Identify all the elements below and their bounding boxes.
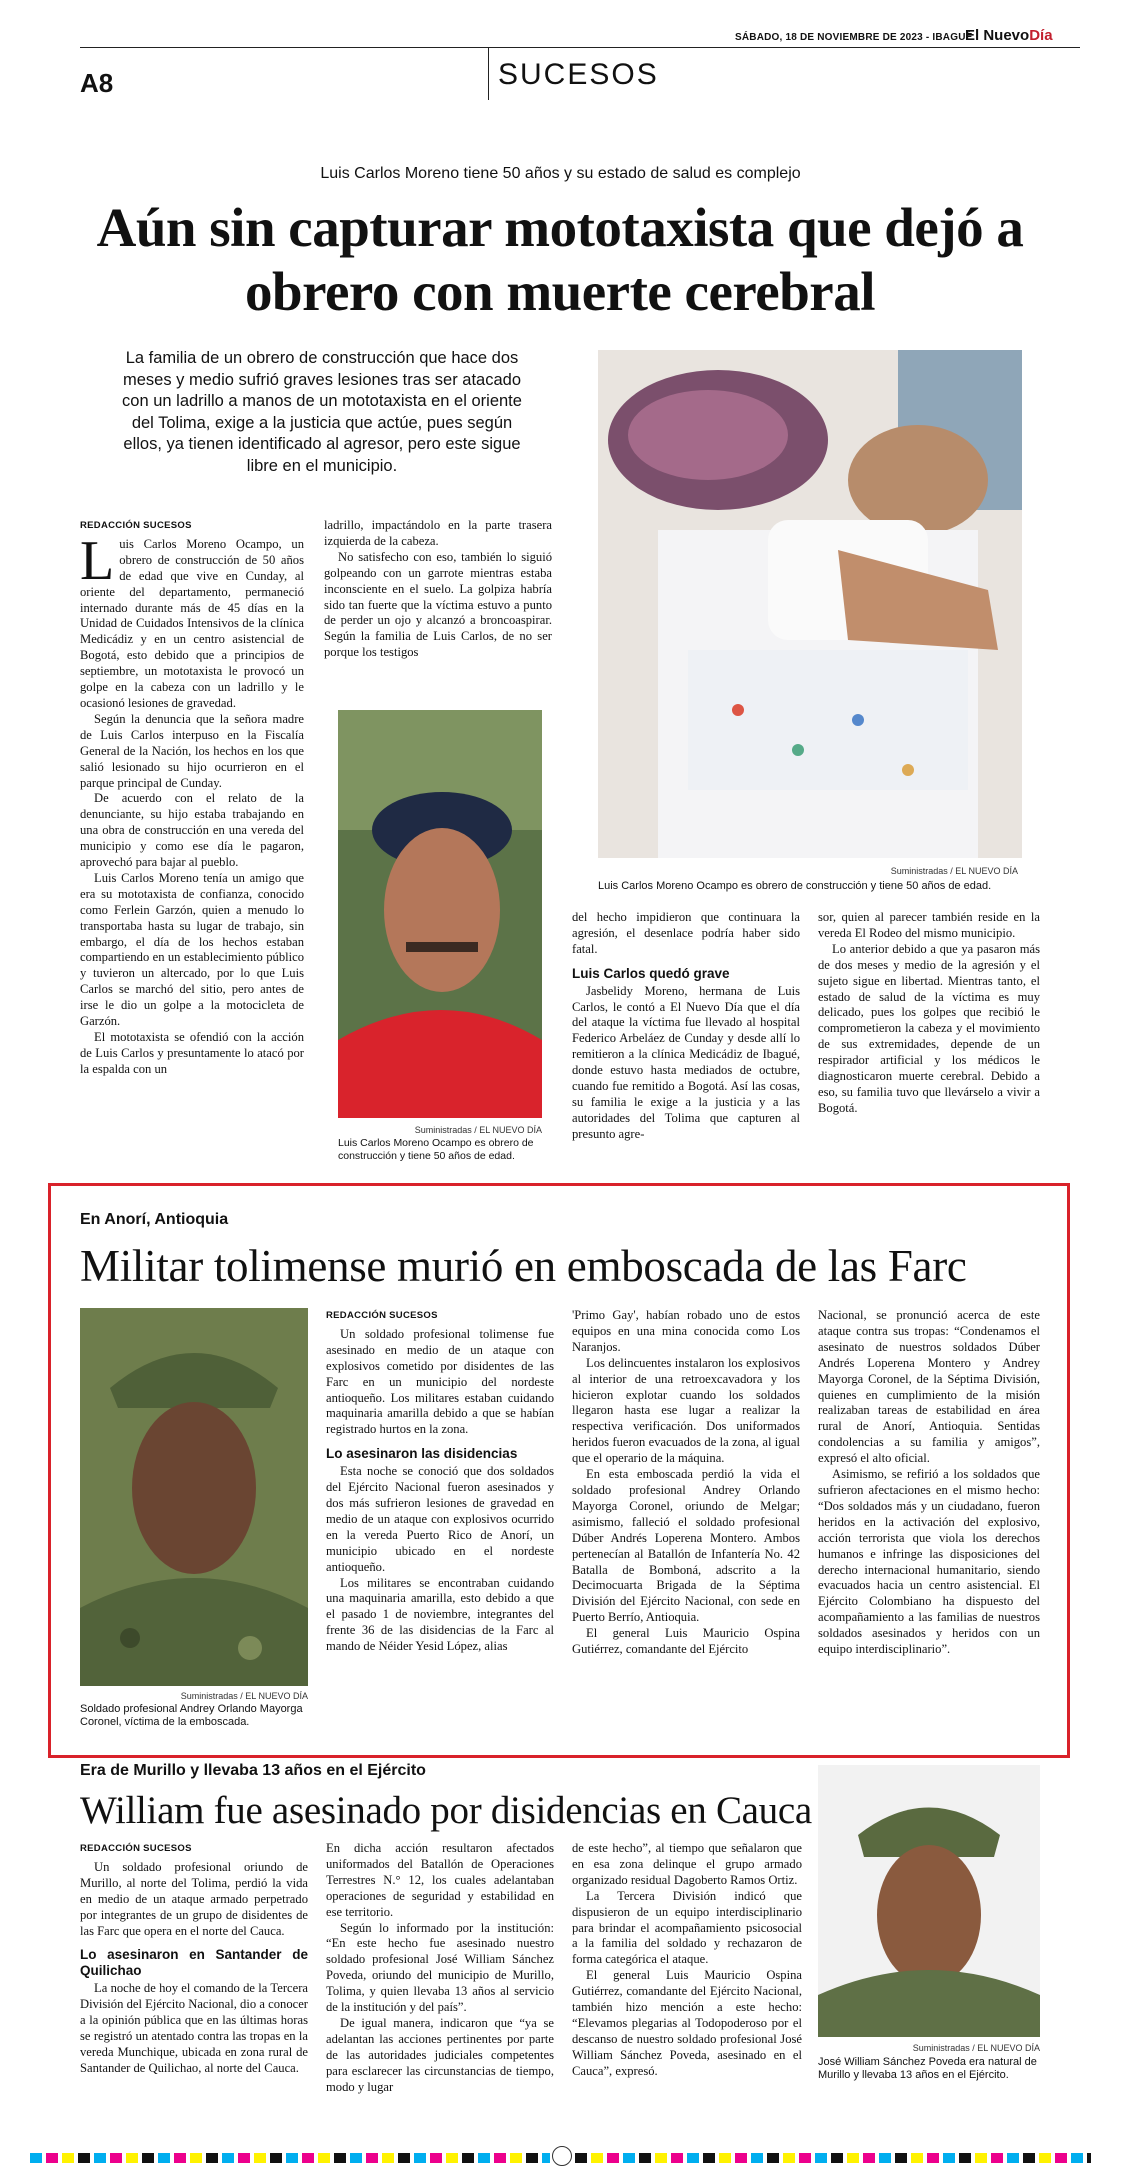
story1-lead: La familia de un obrero de construcción que hace dos meses y medio sufrió graves lesiones tras ser atacado con un ladrillo a manos de un mototaxista en el oriente del Tolima, exige a la justicia que actúe, pues según ellos, ya tienen identificado al agresor, pero este sigue libre en el municipio. (122, 349, 522, 475)
story1-paragraph (80, 529, 304, 712)
story2-paragraph: Un soldado profesional tolimense fue asesinado en medio de un ataque con explosivos cometido por disidentes de las Farc en un municipio del nordeste antioqueño. Los militares estaban cuidando maquinaria amarilla debido a que se habían registrado hurtos en la zona. (326, 1326, 554, 1437)
registration-mark-icon (552, 2146, 572, 2166)
story2-paragraph: 'Primo Gay', habían robado uno de estos equipos en una mina conocida como Los Naranjos. (572, 1308, 800, 1354)
story1-byline: REDACCIÓN SUCESOS (80, 520, 192, 531)
story1-col1 (80, 518, 304, 1078)
masthead-rule (80, 47, 1080, 48)
brand-dia: Día (1029, 27, 1053, 44)
story3-paragraph: La noche de hoy el comando de la Tercera División del Ejército Nacional, dio a conocer a la opinión pública que en las últimas horas se registró un atentado contra las tropas en la vereda Munchique, ubicada en zona rural de Santander de Quilichao, al norte del Cauca. (80, 1981, 308, 2075)
story1-paragraph: sor, quien al parecer también reside en la vereda El Rodeo del mismo municipio. (818, 910, 1040, 940)
story2-photo-caption: Soldado profesional Andrey Orlando Mayorga Coronel, víctima de la emboscada. (80, 1703, 303, 1728)
story1-headline: Aún sin capturar mototaxista que dejó a obrero con muerte cerebral (96, 197, 1024, 322)
story1-dropcap: L (80, 529, 115, 592)
story3-photo (818, 1765, 1040, 2037)
story1-photo-small-credit: Suministradas / EL NUEVO DÍA (414, 1125, 542, 1135)
story3-col1 (80, 1841, 308, 2077)
story3-paragraph: Un soldado profesional oriundo de Murillo, al norte del Tolima, perdió la vida en medio de un ataque armado perpetrado por integrantes de un grupo de disidentes de las Farc que opera en el norte del Cauca. (80, 1859, 308, 1938)
story3-paragraph: Según lo informado por la institución: “En este hecho fue asesinado nuestro soldado profesional José William Sánchez Poveda, oriundo del municipio de Murillo, Tolima, y quien llevaba 13 años al servicio de la institución y del país”. (326, 1920, 554, 2015)
story1-subhead: Luis Carlos quedó grave (572, 965, 730, 981)
story1-col3 (572, 910, 800, 1143)
story2-byline: REDACCIÓN SUCESOS (326, 1310, 438, 1321)
story1-paragraph: Luis Carlos Moreno tenía un amigo que era su mototaxista de confianza, conocido como Ferlein Garzón, quien a menudo lo transportaba hasta su lugar de trabajo, sin embargo, el día de los hechos estaban compartiendo en un establecimiento público y tuvieron un altercado, por lo que Luis Carlos se marchó del sitio, pero antes de irse le dio un golpe a la motocicleta de Garzón. (80, 870, 304, 1029)
story1-paragraph: De acuerdo con el relato de la denunciante, su hijo estaba trabajando en una obra de construcción en una vereda del municipio y como ese día le pagaron, aprovechó para bajar al pueblo. (80, 791, 304, 870)
story3-byline: REDACCIÓN SUCESOS (80, 1843, 192, 1854)
story1-paragraph: ladrillo, impactándolo en la parte trasera izquierda de la cabeza. (324, 518, 552, 548)
story3-paragraph: El general Luis Mauricio Ospina Gutiérrez, comandante del Ejército Nacional, también hizo mención a este hecho: “Elevamos plegarias al Todopoderoso por el descanso de nuestro soldado profesional José William Sánchez Poveda, asesinado en el Cauca”, expresó. (572, 1968, 802, 2078)
story1-paragraph: del hecho impidieron que continuara la agresión, el desenlace podría haber sido fatal. (572, 910, 800, 956)
story3-subhead: Lo asesinaron en Santander de Quilichao (80, 1947, 308, 1979)
story2-paragraph: Asimismo, se refirió a los soldados que sufrieron afectaciones en el mismo hecho: “Dos soldados más y un ciudadano, fueron heridos en la activación del explosivo, acción terrorista que viola los derechos humanos e infringe las disposiciones del derecho internacional humanitario, siendo evacuados hacia un centro asistencial. El Ejército Colombiano ha dispuesto del acompañamiento a las familias de nuestros soldados asesinados y heridos con un equipo interdisciplinario”. (818, 1467, 1040, 1657)
story3-paragraph: En dicha acción resultaron afectados uniformados del Batallón de Operaciones Terrestres N.° 12, los cuales adelantaban operaciones de seguridad y estabilidad en ese territorio. (326, 1841, 554, 1919)
story3-paragraph: de este hecho”, al tiempo que señalaron que en esa zona delinque el grupo armado organizado residual Dagoberto Ramos Ortiz. (572, 1841, 802, 1887)
story2-kicker: En Anorí, Antioquia (80, 1211, 229, 1228)
story1-paragraph: Lo anterior debido a que ya pasaron más de dos meses y medio de la agresión y el sujeto sigue en libertad. Mientras tanto, el estado de salud de la víctima es muy delicado, pues los golpes que recibió le comprometieron la cabeza y el movimiento de sus extremidades, depende de un respirador artificial y los médicos le diagnosticaron muerte cerebral. Debido a eso, su familia tuvo que llevárselo a vivir a Bogotá. (818, 941, 1040, 1115)
story3-headline: William fue asesinado por disidencias en Cauca (80, 1789, 812, 1832)
soldier-illustration (80, 1308, 308, 1686)
portrait-illustration (338, 710, 542, 1118)
story3-col3 (572, 1841, 802, 2080)
story2-headline: Militar tolimense murió en emboscada de las Farc (80, 1241, 967, 1291)
section-divider (488, 48, 489, 100)
story3-col2 (326, 1841, 554, 2096)
story2-paragraph: Los militares se encontraban cuidando una maquinaria amarilla, esto debido a que el pasado 1 de noviembre, integrantes del frente 36 de las disidencias de la Farc al mando de Néider Yesid López, alias (326, 1575, 554, 1654)
story3-photo-credit: Suministradas / EL NUEVO DÍA (912, 2043, 1040, 2053)
soldier-portrait-illustration (818, 1765, 1040, 2037)
page-number: A8 (80, 68, 114, 98)
story2-col2 (572, 1308, 800, 1658)
story1-col4 (818, 910, 1040, 1117)
story2-col1 (326, 1308, 554, 1655)
registration-bar-left (30, 2153, 550, 2163)
story3-paragraph: De igual manera, indicaron que “ya se adelantan las acciones pertinentes por parte de las autoridades judiciales competentes para esclarecer las circunstancias de tiempo, modo y lugar (326, 2015, 554, 2094)
story2-paragraph: Nacional, se pronunció acerca de este ataque contra sus tropas: “Condenamos el asesinato de nuestros soldados Dúber Andrés Loperena Montero y Andrey Mayorga Coronel, de la Séptima División, quienes en cumplimiento de la misión realizaban tareas de estabilidad en área rural de Anorí, Antioquia. Sentidas condolencias a su familia y amigos”, expresó el alto oficial. (818, 1308, 1040, 1466)
story1-paragraph: Según la denuncia que la señora madre de Luis Carlos interpuso en la Fiscalía General de la Nación, los hechos en los que salió lesionado su hijo ocurrieron en el parque principal de Cunday. (80, 711, 304, 790)
story2-paragraph: Esta noche se conoció que dos soldados del Ejército Nacional fueron asesinados y dos más sufrieron lesiones de gravedad en medio de un ataque con explosivos ocurrido en la vereda Puerto Rico de Anorí, un municipio ubicado en el nordeste antioqueño. (326, 1464, 554, 1574)
story1-photo-big-caption: Luis Carlos Moreno Ocampo es obrero de construcción y tiene 50 años de edad. (598, 880, 992, 892)
story1-paragraph: Jasbelidy Moreno, hermana de Luis Carlos, le contó a El Nuevo Día que el día del ataque la víctima fue llevado al hospital Federico Arbeláez de Cunday y desde allí lo remitieron a la clínica Medicádiz de Ibagué, donde estuvo hasta mediados de octubre, cuando fue remitido a Bogotá. Así las cosas, su familia le exige a la justicia y a las autoridades del Tolima que capturen al presunto agre- (572, 983, 800, 1141)
story1-photo-portrait (338, 710, 542, 1118)
story1-photo-big-credit: Suministradas / EL NUEVO DÍA (890, 866, 1018, 876)
masthead-date: SÁBADO, 18 DE NOVIEMBRE DE 2023 - IBAGUÉ (735, 32, 973, 43)
masthead-brand (965, 27, 1053, 44)
story2-photo-credit: Suministradas / EL NUEVO DÍA (180, 1691, 308, 1701)
story3-paragraph: La Tercera División indicó que dispusieron de un equipo interdisciplinario para brindar el acompañamiento psicosocial a la familia del soldado y rechazaron de forma categórica el ataque. (572, 1888, 802, 1967)
hospital-illustration (598, 350, 1022, 858)
story2-paragraph: En esta emboscada perdió la vida el soldado profesional Andrey Orlando Mayorga Coronel, oriundo de Melgar; asimismo, falleció el soldado profesional Dúber Andrés Loperena Montero. Ambos pertenecían al Batallón de Infantería No. 42 Batalla de Bomboná, adscrito a la Decimocuarta Brigada de la Séptima División del Ejército Nacional, con sede en Puerto Berrío, Antioquia. (572, 1467, 800, 1625)
story1-paragraph: El mototaxista se ofendió con la acción de Luis Carlos y presuntamente lo atacó por la espalda con un (80, 1030, 304, 1076)
story3-kicker: Era de Murillo y llevaba 13 años en el Ejército (80, 1762, 426, 1779)
brand-name: El Nuevo (965, 27, 1030, 44)
story1-photo-small-caption: Luis Carlos Moreno Ocampo es obrero de construcción y tiene 50 años de edad. (338, 1137, 534, 1162)
story1-kicker: Luis Carlos Moreno tiene 50 años y su estado de salud es complejo (320, 165, 801, 182)
story2-subhead: Lo asesinaron las disidencias (326, 1446, 518, 1462)
registration-bar-right (575, 2153, 1091, 2163)
story1-paragraph: No satisfecho con eso, también lo siguió golpeando con un garrote mientras estaba inconsciente en el suelo. La golpiza habría sido tan fuerte que la víctima estuvo a punto de perder un ojo y alcanzó a broncoaspirar. Según la familia de Luis Carlos, de no ser porque los testigos (324, 549, 552, 660)
story2-paragraph: El general Luis Mauricio Ospina Gutiérrez, comandante del Ejército (572, 1626, 800, 1657)
story2-col3 (818, 1308, 1040, 1658)
story1-text: uis Carlos Moreno Ocampo, un obrero de construcción de 50 años de edad que vive en Cunday, al oriente del departamento, permaneció internado durante más de 45 días en la Unidad de Cuidados Intensivos de la clínica Medicádiz y en un centro asistencial de Bogotá, esto debido que a principios de septiembre, un mototaxista le provocó un golpe en la cabeza con un ladrillo y le ocasionó lesiones de gravedad. (80, 536, 304, 710)
section-title: SUCESOS (498, 58, 659, 91)
story1-photo-hospital (598, 350, 1022, 858)
story1-col2 (324, 518, 552, 661)
story2-photo (80, 1308, 308, 1686)
story2-paragraph: Los delincuentes instalaron los explosivos al interior de una retroexcavadora y los hicieron explotar cuando los soldados llegaron hasta ese lugar a realizar la respectiva verificación. Dos uniformados heridos fueron evacuados de la zona, al igual que el operario de la máquina. (572, 1355, 800, 1466)
story3-photo-caption: José William Sánchez Poveda era natural de Murillo y llevaba 13 años en el Ejército. (818, 2056, 1037, 2081)
